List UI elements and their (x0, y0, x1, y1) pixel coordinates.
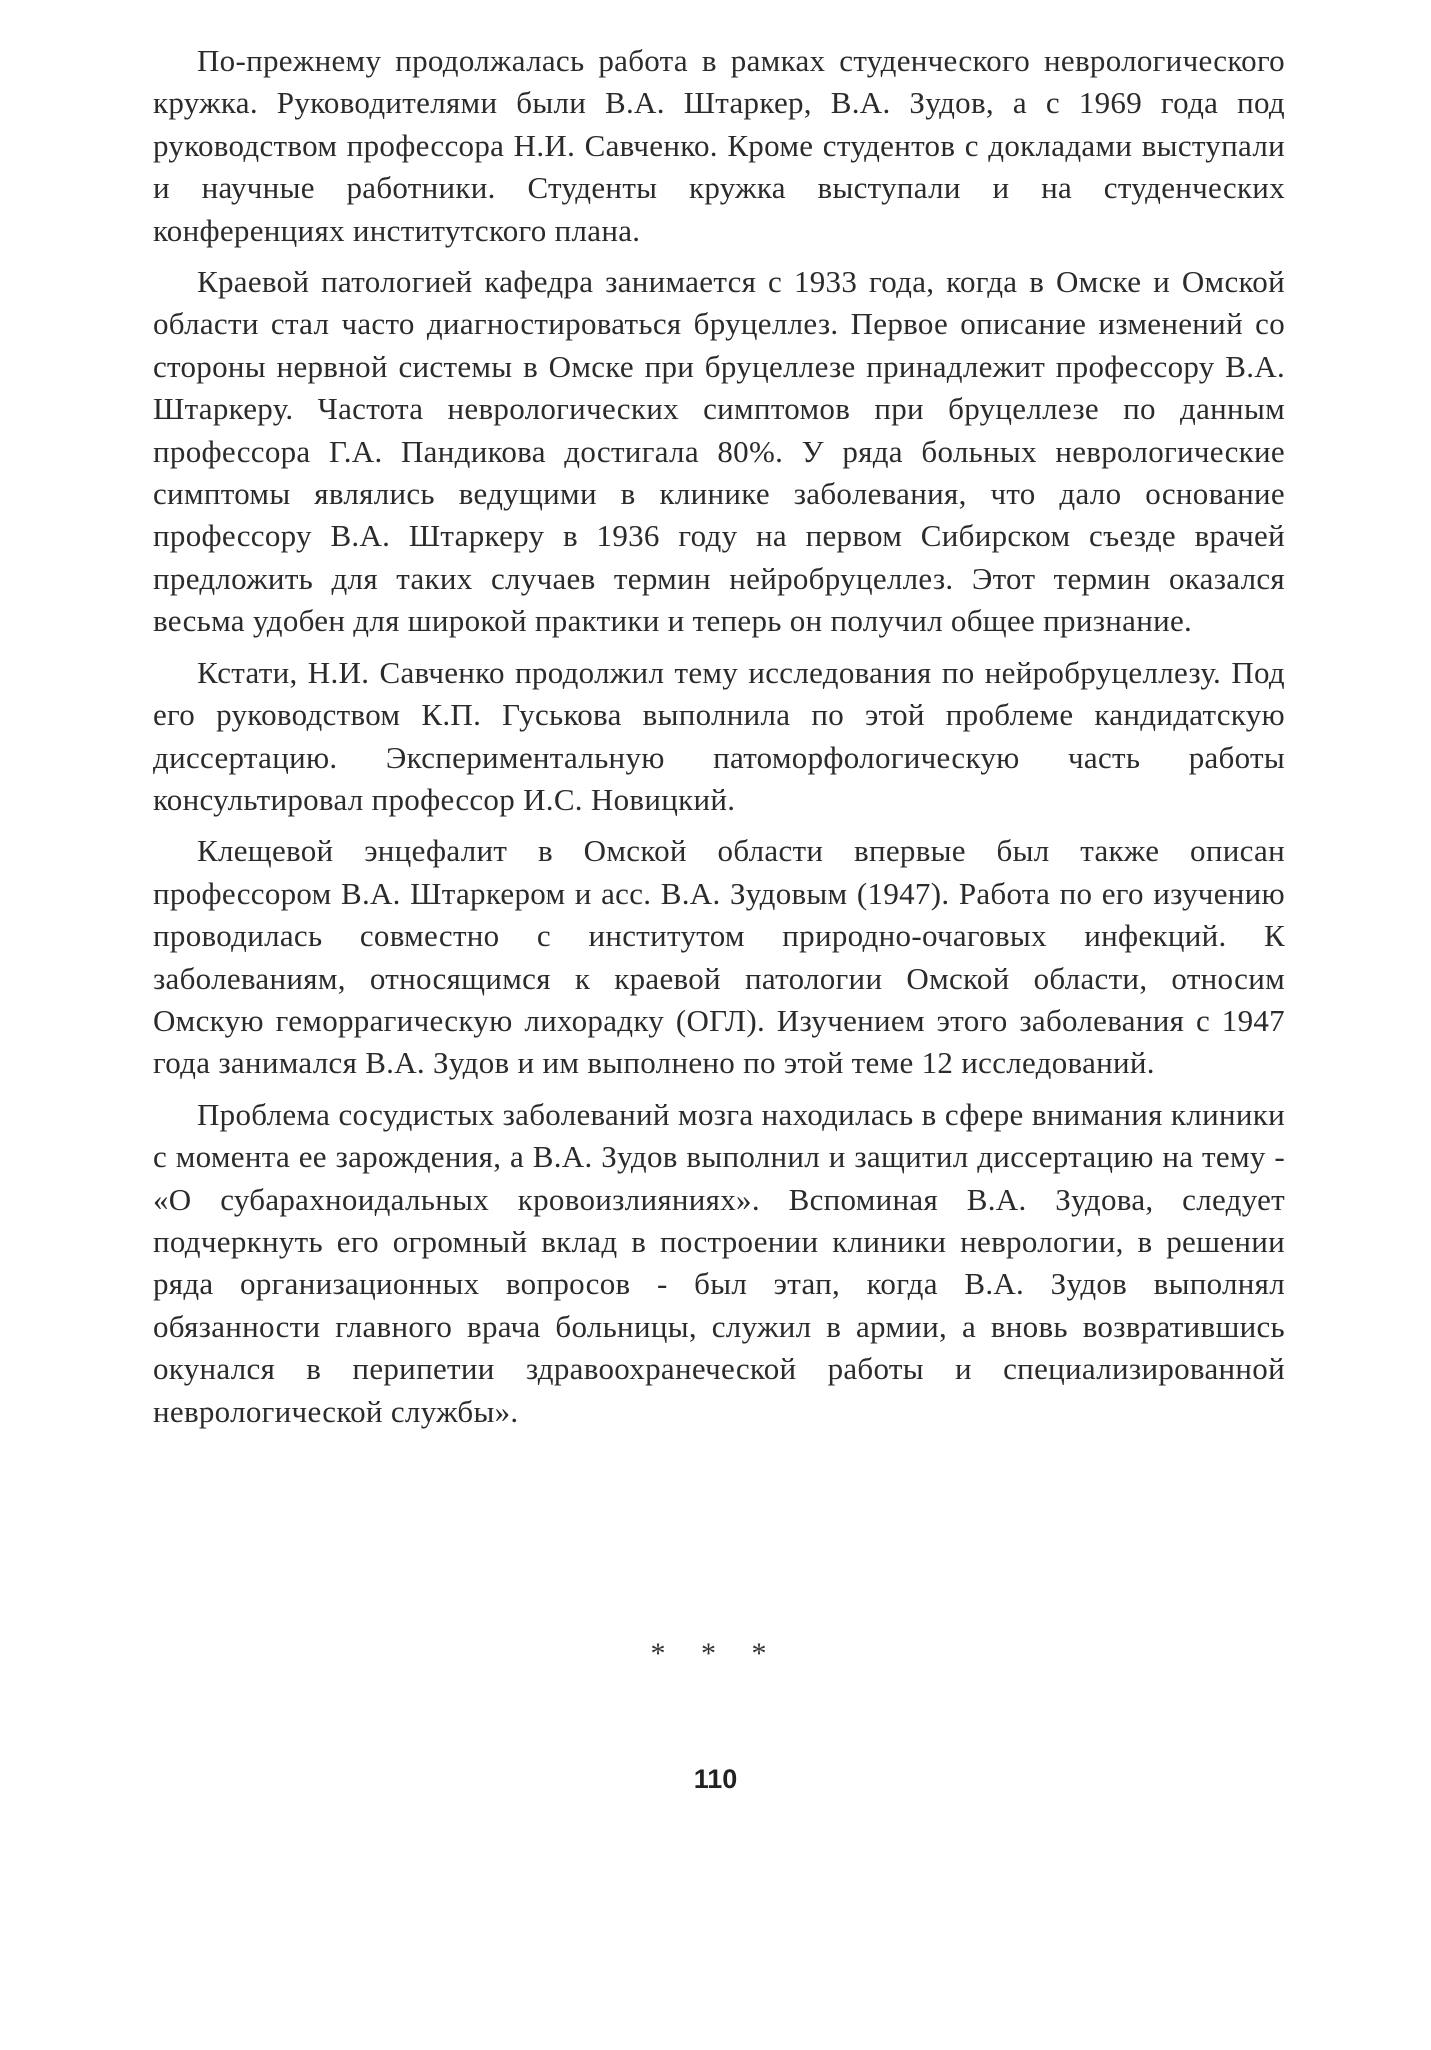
paragraph-student-circle: По-прежнему продолжалась работа в рамках студенческого неврологического кружка. Руководителями были В.А. Штаркер, В.А. Зудов, а с 1969 года под руководством профессора Н.И. Савченко. Кроме студентов с докладами выступали и научные работники. Студенты кружка выступали и на студенческих конференциях институтского плана. (153, 43, 1285, 248)
paragraph-regional-pathology: Краевой патологией кафедра занимается с 1933 года, когда в Омске и Омской области стал часто диагностироваться бруцеллез. Первое описание изменений со стороны нервной системы в Омске при бруцеллезе принадлежит профессору В.А. Штаркеру. Частота неврологических симптомов при бруцеллезе по данным профессора Г.А. Пандикова достигала 80%. У ряда больных неврологические симптомы являлись ведущими в клинике заболевания, что дало основание профессору В.А. Штаркеру в 1936 году на первом Сибирском съезде врачей предложить для таких случаев термин нейробруцеллез. Этот термин оказался весьма удобен для широкой практики и теперь он получил общее признание. (153, 264, 1285, 639)
body-text (153, 40, 1285, 1442)
paragraph-tick-borne-encephalitis: Клещевой энцефалит в Омской области впервые был также описан профессором В.А. Штаркером и асс. В.А. Зудовым (1947). Работа по его изучению проводилась совместно с институтом природно-очаговых инфекций. К заболеваниям, относящимся к краевой патологии Омской области, относим Омскую геморрагическую лихорадку (ОГЛ). Изучением этого заболевания с 1947 года занимался В.А. Зудов и им выполнено по этой теме 12 исследований. (153, 833, 1285, 1081)
section-separator: * * * (650, 1637, 781, 1670)
paragraph-neurobrucellosis: Кстати, Н.И. Савченко продолжил тему исследования по нейробруцеллезу. Под его руководством К.П. Гуськова выполнила по этой проблеме кандидатскую диссертацию. Экспериментальную патоморфологическую часть работы консультировал профессор И.С. Новицкий. (153, 654, 1285, 817)
paragraph-vascular-diseases: Проблема сосудистых заболеваний мозга находилась в сфере внимания клиники с момента ее зарождения, а В.А. Зудов выполнил и защитил диссертацию на тему - «О субарахноидальных кровоизлияниях». Вспоминая В.А. Зудова, следует подчеркнуть его огромный вклад в построении клиники неврологии, в решении ряда организационных вопросов - был этап, когда В.А. Зудов выполнял обязанности главного врача больницы, служил в армии, а вновь возвратившись окунался в перипетии здравоохранеческой работы и специализированной неврологической службы». (153, 1096, 1285, 1429)
page-number: 110 (693, 1764, 738, 1794)
